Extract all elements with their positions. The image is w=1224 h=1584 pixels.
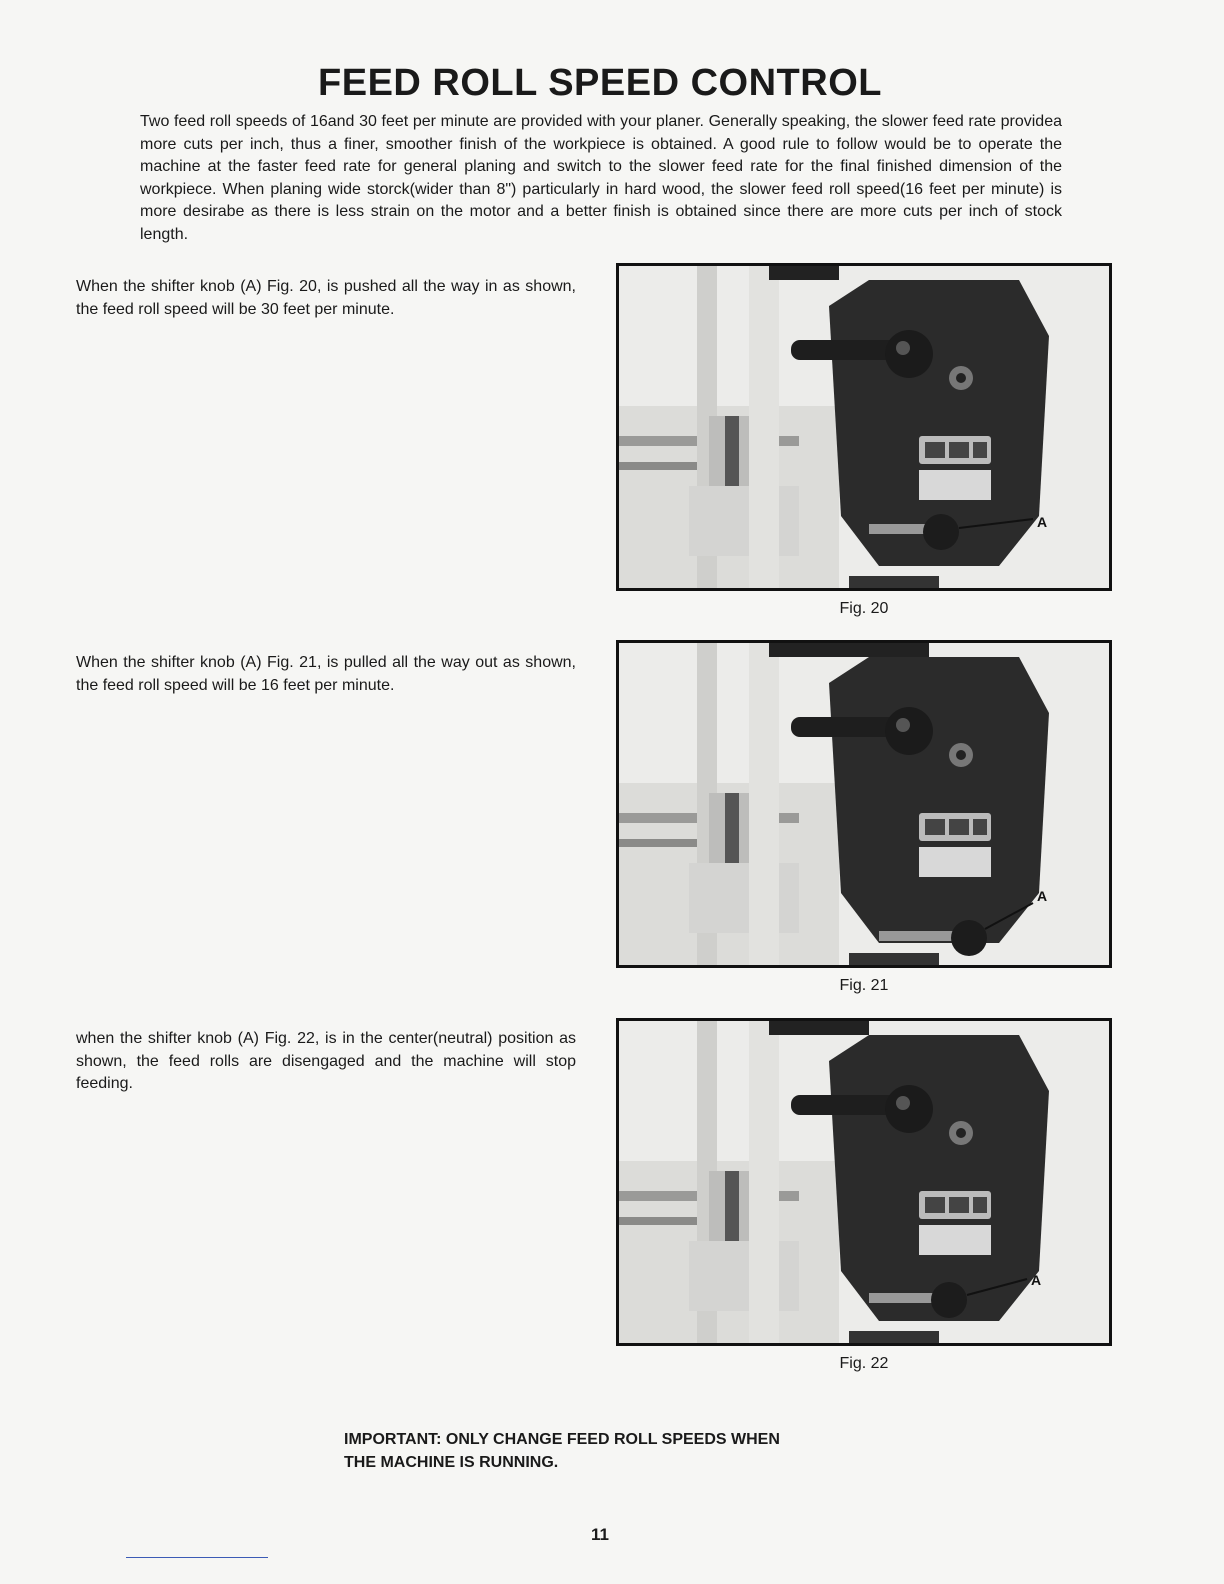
planer-gearbox-image: [619, 266, 1109, 588]
fig20-description: When the shifter knob (A) Fig. 20, is pushed all the way in as shown, the feed roll speed will be 30 feet per minute.: [76, 278, 576, 318]
callout-label-a: A: [1031, 1272, 1042, 1288]
important-line-1: IMPORTANT: ONLY CHANGE FEED ROLL SPEEDS WHEN: [344, 1431, 780, 1448]
planer-gearbox-image: [619, 643, 1109, 965]
fig21-description: When the shifter knob (A) Fig. 21, is pulled all the way out as shown, the feed roll speed will be 16 feet per minute.: [76, 654, 576, 694]
important-line-2: THE MACHINE IS RUNNING.: [344, 1454, 559, 1471]
fig22-photo: [616, 1018, 1112, 1346]
important-notice: [344, 1428, 904, 1474]
fig21-caption: Fig. 21: [839, 977, 889, 994]
page-number: 11: [591, 1525, 609, 1544]
callout-label-a: A: [1037, 514, 1048, 530]
callout-label-a: A: [1037, 888, 1048, 904]
fig20-photo: [616, 263, 1112, 591]
page-title: FEED ROLL SPEED CONTROL: [318, 62, 882, 104]
intro-paragraph: Two feed roll speeds of 16and 30 feet per minute are provided with your planer. Generally speaking, the slower feed rate providea more cuts per inch, thus a finer, smoother finish of the workpiece is obtained. A good rule to follow would be to operate the machine at the faster feed rate for general planing and switch to the slower feed rate for the final finished dimension of the workpiece. When planing wide storck(wider than 8") particularly in hard wood, the slower feed roll speed(16 feet per minute) is more desirabe as there is less strain on the motor and a better finish is obtained since there are more cuts per inch of stock length.: [140, 113, 1062, 243]
fig22-description: when the shifter knob (A) Fig. 22, is in the center(neutral) position as shown, the feed rolls are disengaged and the machine will stop feeding.: [76, 1030, 576, 1092]
fig20-caption: Fig. 20: [839, 600, 889, 617]
planer-gearbox-image: [619, 1021, 1109, 1343]
fig22-caption: Fig. 22: [839, 1355, 889, 1372]
fig21-photo: [616, 640, 1112, 968]
footer-rule: [126, 1557, 268, 1558]
